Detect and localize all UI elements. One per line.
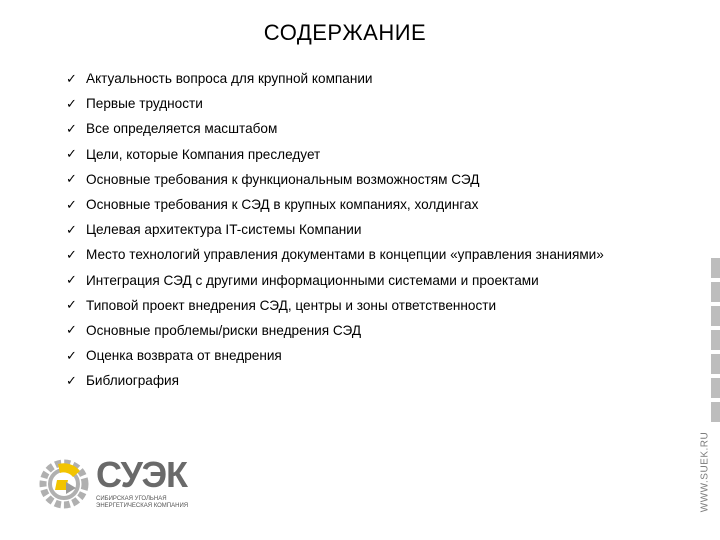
list-item [66, 142, 604, 167]
list-item-text: Типовой проект внедрения СЭД, центры и зоны ответственности [86, 297, 497, 313]
logo-subtitle-line: ЭНЕРГЕТИЧЕСКАЯ КОМПАНИЯ [96, 503, 189, 509]
page-title: СОДЕРЖАНИЕ [263, 20, 427, 45]
list-item-text: Первые трудности [86, 96, 203, 112]
list-item-text: Библиография [86, 373, 179, 389]
logo-subtitle-line: СИБИРСКАЯ УГОЛЬНАЯ [96, 496, 167, 502]
logo-subtitle [96, 496, 188, 510]
list-item-text: Основные проблемы/риски внедрения СЭД [86, 322, 362, 338]
checkmark-icon: ✓ [66, 120, 77, 136]
list-item [66, 268, 604, 293]
list-item-text: Актуальность вопроса для крупной компании [86, 71, 373, 87]
checkmark-icon: ✓ [66, 322, 77, 338]
checkmark-icon: ✓ [66, 297, 77, 313]
checkmark-icon: ✓ [66, 70, 77, 86]
company-logo [38, 448, 198, 518]
list-item [66, 192, 604, 217]
list-item-text: Цели, которые Компания преследует [86, 146, 321, 162]
bar-segment [711, 354, 720, 374]
list-item [66, 66, 604, 91]
list-item [66, 116, 604, 141]
list-item-text: Место технологий управления документами в концепции «управления знаниями» [86, 247, 604, 263]
bar-segment [711, 306, 720, 326]
checkmark-icon: ✓ [66, 372, 77, 388]
checkmark-icon: ✓ [66, 196, 77, 212]
checkmark-icon: ✓ [66, 347, 77, 363]
list-item-text: Основные требования к СЭД в крупных компаниях, холдингах [86, 197, 479, 213]
bar-segment [711, 330, 720, 350]
list-item-text: Все определяется масштабом [86, 121, 278, 137]
checkmark-icon: ✓ [66, 221, 77, 237]
bar-segment [711, 402, 720, 422]
list-item [66, 293, 604, 318]
list-item [66, 217, 604, 242]
website-text: WWW.SUEK.RU [699, 431, 711, 513]
decorative-bars [711, 258, 720, 430]
list-item [66, 91, 604, 116]
checkmark-icon: ✓ [66, 272, 77, 288]
bar-segment [711, 378, 720, 398]
bar-segment [711, 282, 720, 302]
list-item [66, 368, 604, 393]
list-item [66, 167, 604, 192]
list-item-text: Интеграция СЭД с другими информационными системами и проектами [86, 272, 539, 288]
bar-segment [711, 258, 720, 278]
checkmark-icon: ✓ [66, 95, 77, 111]
checkmark-icon: ✓ [66, 246, 77, 262]
logo-name: СУЭК [96, 454, 188, 495]
list-item-text: Основные требования к функциональным возможностям СЭД [86, 171, 480, 187]
website-label [692, 432, 718, 512]
contents-list [66, 66, 604, 393]
list-item [66, 242, 604, 267]
checkmark-icon: ✓ [66, 171, 77, 187]
list-item [66, 318, 604, 343]
checkmark-icon: ✓ [66, 146, 77, 162]
list-item-text: Целевая архитектура IT-системы Компании [86, 222, 362, 238]
list-item [66, 343, 604, 368]
gear-emblem-icon [38, 448, 94, 518]
list-item-text: Оценка возврата от внедрения [86, 348, 282, 364]
